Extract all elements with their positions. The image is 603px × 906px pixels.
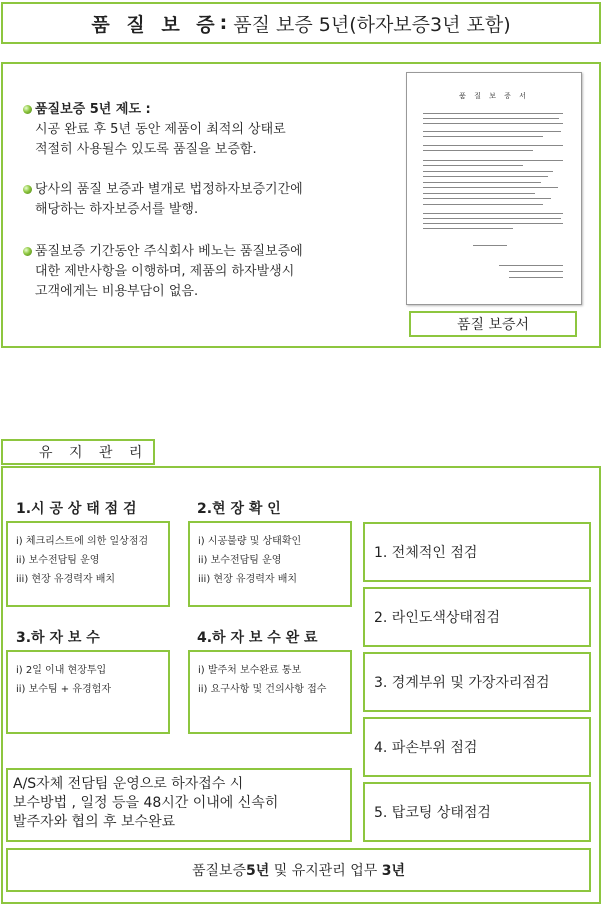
- summary-box: [6, 848, 591, 892]
- check-item-3: 3. 경계부위 및 가장자리점검: [363, 652, 591, 712]
- step-item: iii) 현장 유경력자 배치: [16, 574, 116, 585]
- title-separator: :: [219, 12, 228, 34]
- check-item-5: 5. 탑코팅 상태점검: [363, 782, 591, 842]
- bullet-icon: [23, 247, 32, 256]
- note-line: 발주자와 협의 후 보수완료: [13, 814, 176, 830]
- bullet-heading: 품질보증 5년 제도 :: [35, 102, 151, 117]
- summary-text: 및 유지관리 업무: [269, 863, 382, 879]
- warranty-panel: [1, 62, 601, 348]
- step-title: 2.현 장 확 인: [197, 501, 281, 517]
- step-item: i) 2일 이내 현장투입: [16, 665, 107, 676]
- step-item: i) 시공불량 및 상태확인: [198, 536, 302, 547]
- bullet-line: 당사의 품질 보증과 별개로 법정하자보증기간에: [35, 182, 303, 197]
- step-item: ii) 요구사항 및 건의사항 접수: [198, 684, 327, 695]
- step-title: 1.시 공 상 태 점 검: [16, 501, 137, 517]
- step-item: i) 체크리스트에 의한 일상점검: [16, 536, 149, 547]
- maintenance-panel: [1, 466, 601, 904]
- step-detail-box: [6, 650, 170, 734]
- step-item: i) 발주처 보수완료 통보: [198, 665, 302, 676]
- note-line: A/S자체 전담팀 운영으로 하자접수 시: [13, 776, 244, 792]
- note-line: 보수방법 , 일정 등을 48시간 이내에 신속히: [13, 795, 279, 811]
- step-item: iii) 현장 유경력자 배치: [198, 574, 298, 585]
- warranty-bullet-1: [35, 100, 286, 160]
- bullet-line: 시공 완료 후 5년 동안 제품이 최적의 상태로: [35, 122, 286, 137]
- bullet-icon: [23, 105, 32, 114]
- maintenance-tab-label: 유 지 관 리: [1, 439, 155, 465]
- bullet-line: 적절히 사용될수 있도록 품질을 보증함.: [35, 142, 257, 157]
- as-note-box: [6, 768, 352, 842]
- title-banner: [1, 2, 601, 44]
- bullet-line: 대한 제반사항을 이행하며, 제품의 하자발생시: [35, 264, 295, 279]
- bullet-line: 품질보증 기간동안 주식회사 베노는 품질보증에: [35, 244, 303, 259]
- step-item: ii) 보수팀 + 유경험자: [16, 684, 111, 695]
- summary-bold: 3년: [381, 863, 406, 879]
- step-detail-box: [188, 650, 352, 734]
- check-item-4: 4. 파손부위 점검: [363, 717, 591, 777]
- bullet-line: 해당하는 하자보증서를 발행.: [35, 202, 199, 217]
- step-title: 3.하 자 보 수: [16, 630, 100, 646]
- summary-text: 품질보증: [191, 863, 247, 879]
- step-detail-box: [6, 521, 170, 607]
- title-value: 품질 보증 5년(하자보증3년 포함): [233, 13, 511, 36]
- certificate-caption: 품질 보증서: [409, 311, 577, 337]
- warranty-bullet-3: [35, 242, 303, 302]
- certificate-doc-title: 품 질 보 증 서: [459, 92, 529, 100]
- step-detail-box: [188, 521, 352, 607]
- bullet-icon: [23, 185, 32, 194]
- step-item: ii) 보수전담팀 운영: [16, 555, 100, 566]
- check-item-2: 2. 라인도색상태점검: [363, 587, 591, 647]
- warranty-bullet-2: [35, 180, 303, 220]
- bullet-line: 고객에게는 비용부담이 없음.: [35, 284, 199, 299]
- certificate-image: [406, 72, 582, 305]
- title-label: 품 질 보 증: [91, 13, 220, 36]
- check-item-1: 1. 전체적인 점검: [363, 522, 591, 582]
- summary-bold: 5년: [246, 863, 270, 879]
- step-item: ii) 보수전담팀 운영: [198, 555, 282, 566]
- step-title: 4.하 자 보 수 완 료: [197, 630, 318, 646]
